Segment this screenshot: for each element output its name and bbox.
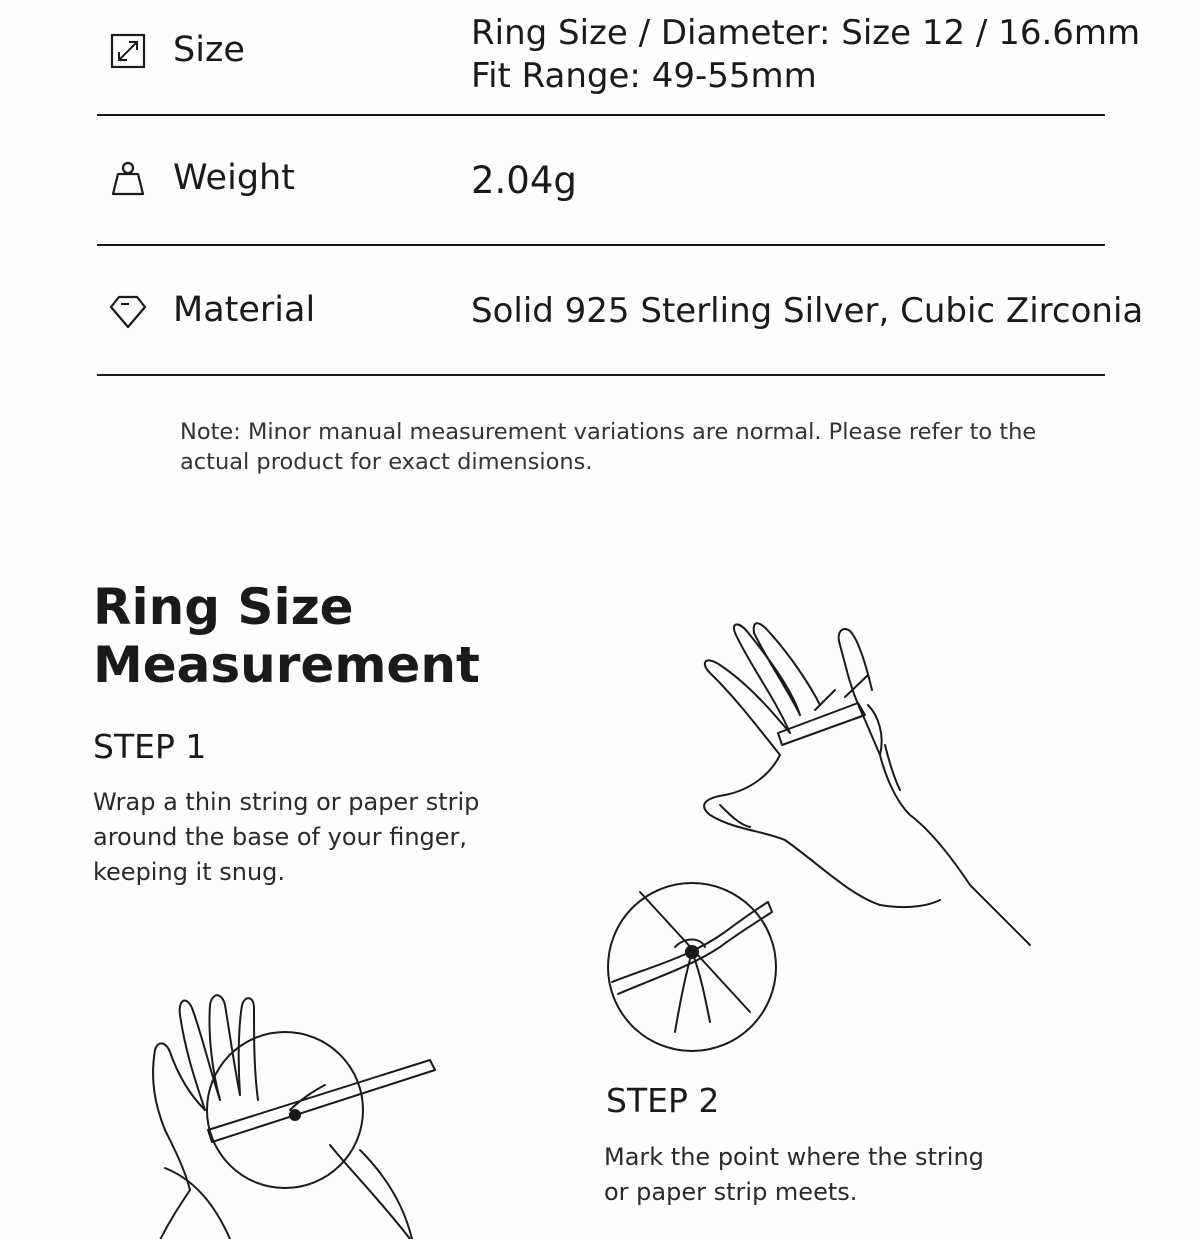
spec-row-weight <box>97 114 1105 246</box>
spec-row-size <box>97 0 1141 116</box>
spec-value-ring-size: Ring Size / Diameter: Size 12 / 16.6mm <box>471 13 1141 53</box>
spec-label-weight: Weight <box>173 158 295 198</box>
step1-title: STEP 1 <box>93 727 207 766</box>
diamond-icon <box>109 292 147 330</box>
spec-value-weight: 2.04g <box>471 159 577 202</box>
marking-closeup-illustration <box>600 872 790 1062</box>
spec-value-material: Solid 925 Sterling Silver, Cubic Zirconia <box>471 291 1144 331</box>
section-heading: Ring Size Measurement <box>93 578 480 694</box>
weight-icon <box>109 160 147 198</box>
step2-text: Mark the point where the string or paper strip meets. <box>604 1143 984 1206</box>
measurement-note: Note: Minor manual measurement variations are normal. Please refer to the actual product for exact dimensions. <box>180 419 1037 475</box>
palm-magnifier-illustration <box>150 990 450 1239</box>
spec-label-material: Material <box>173 290 316 330</box>
resize-arrows-icon <box>109 32 147 70</box>
spec-value-fit-range: Fit Range: 49-55mm <box>471 56 817 96</box>
spec-row-material <box>97 244 1144 376</box>
step1-text: Wrap a thin string or paper strip around the base of your finger, keeping it snug. <box>93 788 480 886</box>
spec-label-size: Size <box>173 30 245 70</box>
spec-value-size <box>471 12 1140 98</box>
step2-title: STEP 2 <box>606 1081 720 1120</box>
